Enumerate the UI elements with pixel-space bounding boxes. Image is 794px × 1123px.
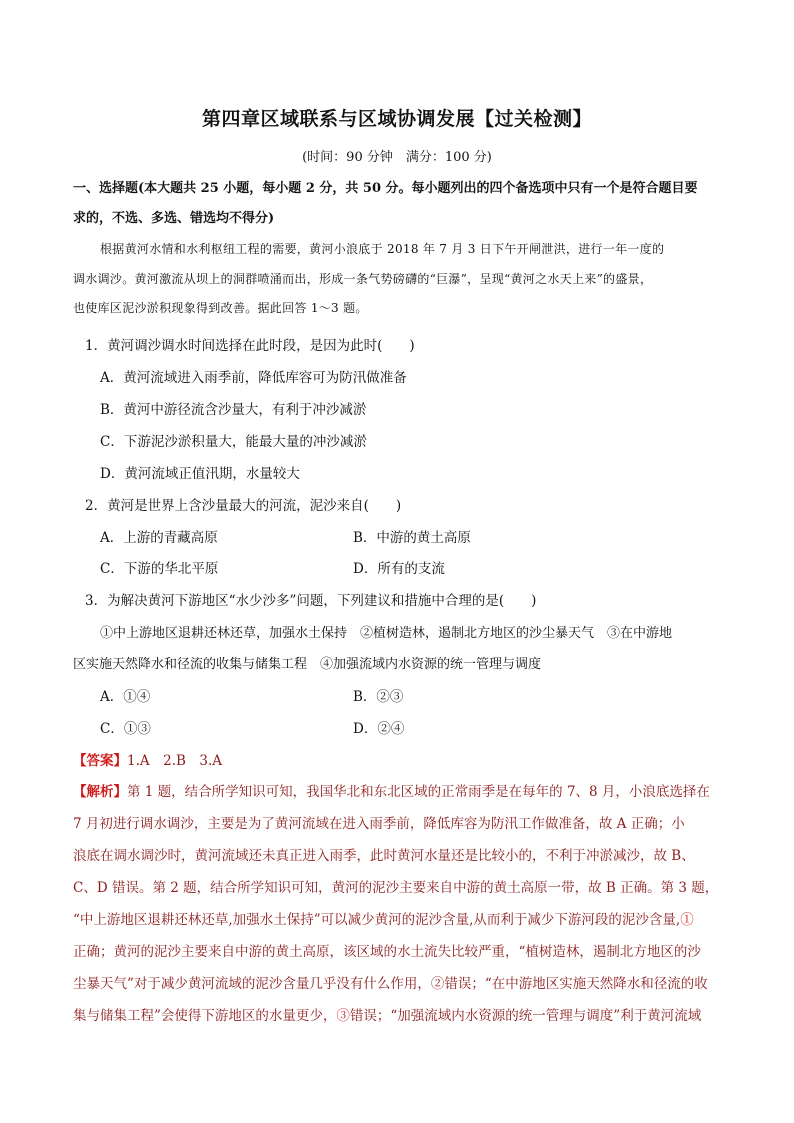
question-3-measures-line-1: ①中上游地区退耕还林还草，加强水土保持 ②植树造林，遏制北方地区的沙尘暴天气 ③在中游地 xyxy=(100,626,673,641)
passage-line-1: 根据黄河水情和水利枢纽工程的需要，黄河小浪底于 2018 年 7 月 3 日下午开闸泄洪，进行一年一度的 xyxy=(100,242,665,256)
analysis-text-1: 第 1 题，结合所学知识可知，我国华北和东北区域的正常雨季是在每年的 7、8 月，小浪底选择在 xyxy=(127,784,710,800)
analysis-line-2: 7 月初进行调水调沙，主要是为了黄河流域在进入雨季前，降低库容为防汛工作做准备，故 A 正确；小 xyxy=(73,816,685,832)
analysis-line-6: 正确；黄河的泥沙主要来自中游的黄土高原，该区域的水土流失比较严重，“植树造林，遏制北方地区的沙 xyxy=(73,944,701,960)
question-3-option-b: B．②③ xyxy=(353,689,404,705)
section-heading-line-2: 求的，不选、多选、错选均不得分) xyxy=(73,211,275,226)
question-1-option-d: D．黄河流域正值汛期，水量较大 xyxy=(100,466,300,482)
section-heading-line-1: 一、选择题(本大题共 25 小题，每小题 2 分，共 50 分。每小题列出的四个备选项中只有一个是符合题目要 xyxy=(73,181,698,196)
analysis-text-8a: 集与储集工程”会使得下游地区的水量更少， xyxy=(73,1008,337,1024)
question-3-measures-line-2: 区实施天然降水和径流的收集与储集工程 ④加强流域内水资源的统一管理与调度 xyxy=(73,657,542,672)
question-1-option-b: B．黄河中游径流含沙量大，有利于冲沙减淤 xyxy=(100,402,367,418)
analysis-line-7: 尘暴天气”对于减少黄河流域的泥沙含量几乎没有什么作用，②错误；“在中游地区实施天然降水和径流的收 xyxy=(73,976,708,992)
analysis-tag: 【解析】 xyxy=(73,784,127,800)
question-1-stem: 1．黄河调沙调水时间选择在此时段，是因为此时( ) xyxy=(85,338,415,354)
question-1-option-a: A．黄河流域进入雨季前，降低库容可为防汛做准备 xyxy=(100,370,407,386)
question-3-stem: 3．为解决黄河下游地区“水少沙多”问题，下列建议和措施中合理的是( ) xyxy=(85,593,537,609)
analysis-line-3: 浪底在调水调沙时，黄河流域还未真正进入雨季，此时黄河水量还是比较小的，不利于冲淤减沙，故 B、 xyxy=(73,848,695,864)
question-3-option-d: D．②④ xyxy=(353,721,405,737)
answer-tag: 【答案】 xyxy=(73,753,127,769)
exam-time-score: (时间：90 分钟 满分：100 分) xyxy=(302,150,492,165)
question-2-option-d: D．所有的支流 xyxy=(353,561,445,577)
analysis-line-8 xyxy=(73,1004,701,1024)
question-2-option-c: C．下游的华北平原 xyxy=(100,561,219,577)
page-title: 第四章区域联系与区域协调发展【过关检测】 xyxy=(201,108,592,130)
question-3-option-c: C．①③ xyxy=(100,721,151,737)
question-3-option-a: A．①④ xyxy=(100,689,151,705)
analysis-marker-1: ① xyxy=(680,912,694,928)
passage-line-3: 也使库区泥沙淤积现象得到改善。据此回答 1～3 题。 xyxy=(73,301,368,315)
answer-line xyxy=(73,749,222,769)
analysis-text-8b: 错误；“加强流域内水资源的统一管理与调度”利于黄河流域 xyxy=(349,1008,702,1024)
analysis-marker-3: ③ xyxy=(336,1008,350,1024)
question-2-option-a: A．上游的青藏高原 xyxy=(100,530,218,546)
analysis-line-1 xyxy=(73,780,710,800)
question-1-option-c: C．下游泥沙淤积量大，能最大量的冲沙减淤 xyxy=(100,434,367,450)
question-2-option-b: B．中游的黄土高原 xyxy=(353,530,471,546)
analysis-line-4: C、D 错误。第 2 题，结合所学知识可知，黄河的泥沙主要来自中游的黄土高原一带，故 B 正确。第 3 题， xyxy=(73,880,719,896)
analysis-line-5 xyxy=(73,908,694,928)
analysis-text-5: “中上游地区退耕还林还草,加强水土保持”可以减少黄河的泥沙含量,从而利于减少下游河段的泥沙含量, xyxy=(73,912,681,928)
answer-text: 1.A 2.B 3.A xyxy=(127,753,223,769)
passage-line-2: 调水调沙。黄河激流从坝上的洞群喷涌而出，形成一条气势磅礴的“巨瀑”，呈现“黄河之水天上来”的盛景， xyxy=(73,272,653,286)
question-2-stem: 2．黄河是世界上含沙量最大的河流，泥沙来自( ) xyxy=(85,498,402,514)
